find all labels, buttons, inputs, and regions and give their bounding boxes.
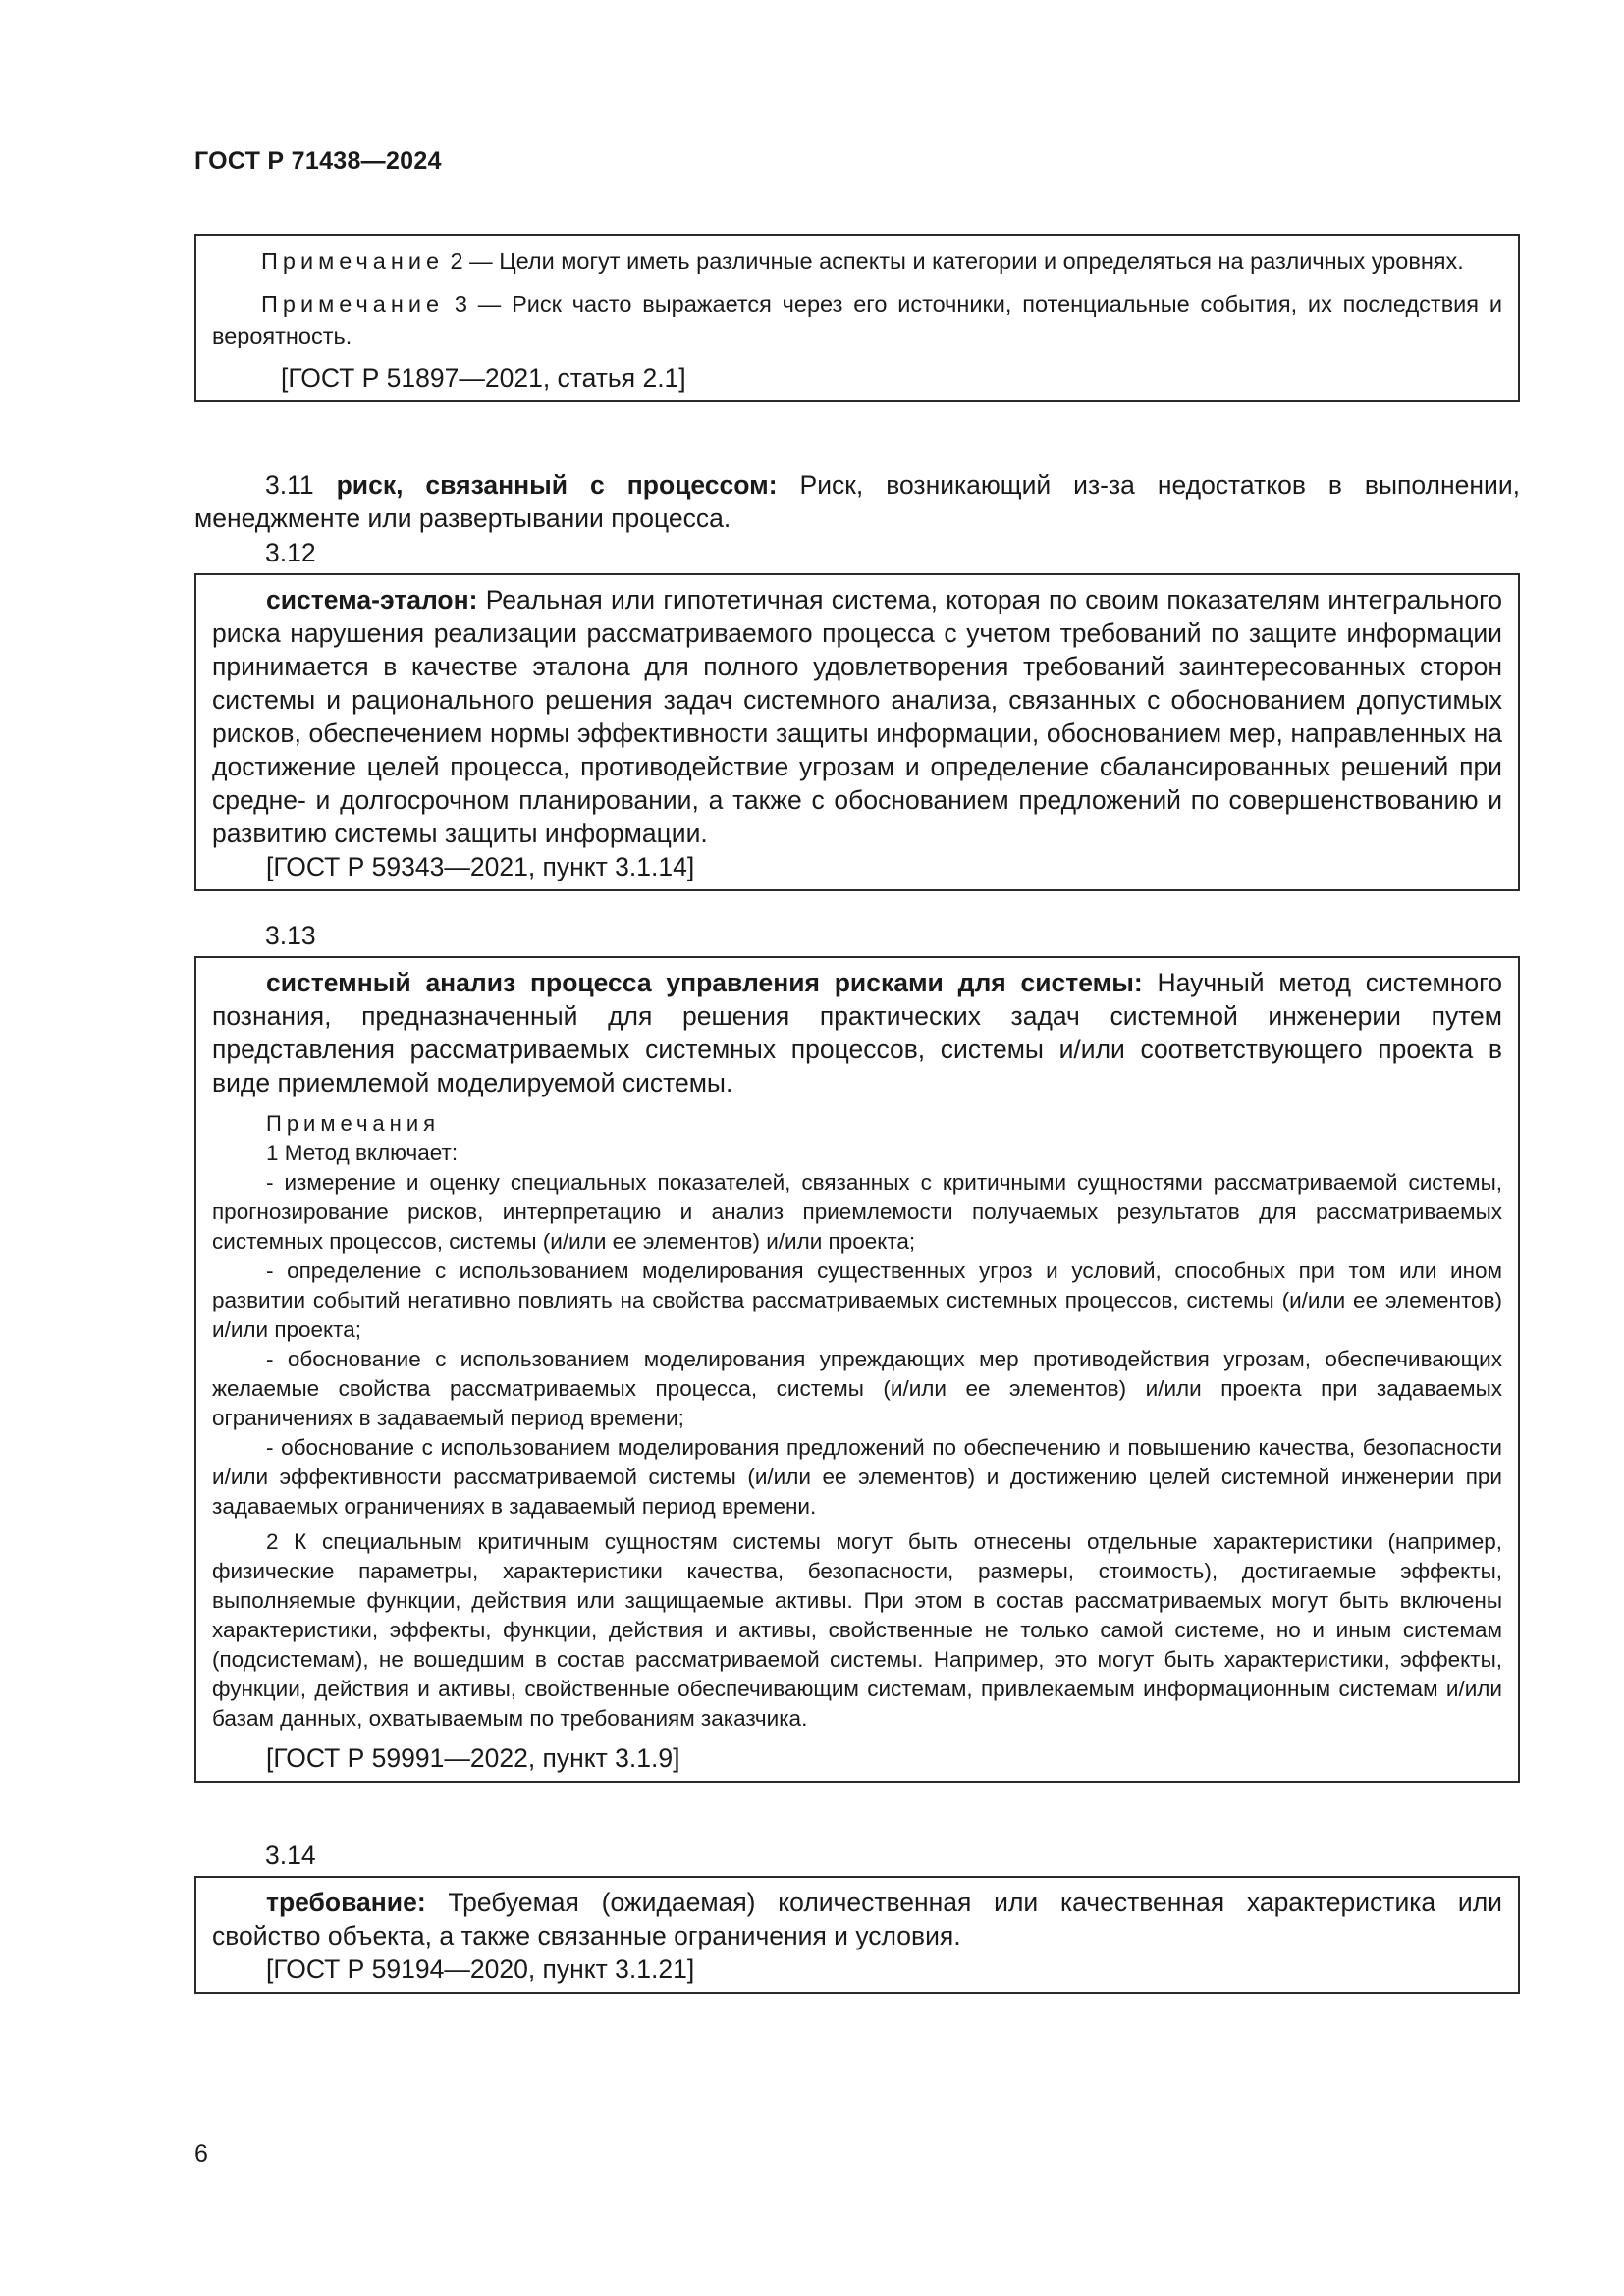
note-2 [212, 245, 1502, 277]
notes-label: Примечания [266, 1111, 441, 1136]
note-1-item: - обоснование с использованием моделирования упреждающих мер противодействия угрозам, обеспечивающих желаемые свойства рассматриваемых процесса, системы (и/или ее элементов) и/или проекта при задаваемых ограничениях в задаваемый период времени; [212, 1347, 1502, 1430]
source-reference: [ГОСТ Р 59343—2021, пункт 3.1.14] [266, 852, 695, 881]
note-1-intro: 1 Метод включает: [266, 1141, 459, 1165]
document-id-header: ГОСТ Р 71438—2024 [194, 147, 442, 175]
notes-box [194, 234, 1520, 402]
note-1-item: - определение с использованием моделирования существенных угроз и условий, способных при том или ином развитии событий негативно повлиять на свойства рассматриваемых системных процессов, системы (и/или ее элементов) и/или проекта; [212, 1258, 1502, 1342]
note-text: 3 — Риск часто выражается через его источники, потенциальные события, их последствия и вероятность. [212, 292, 1502, 348]
term-box-3-13 [194, 956, 1520, 1783]
term-number-3-12: 3.12 [265, 538, 316, 567]
term-definition: Риск, возникающий из-за недостатков в выполнении, менеджменте или развертывании процесса. [194, 470, 1520, 533]
term-box-3-12 [194, 573, 1520, 891]
page-number: 6 [194, 2140, 208, 2167]
term-number-3-14: 3.14 [265, 1841, 316, 1870]
note-2: 2 К специальным критичным сущностям системы могут быть отнесены отдельные характеристики (например, физические параметры, характеристики качества, безопасности, размеры, стоимость), достигаемые эффекты, выполняемые функции, действия или защищаемые активы. При этом в состав рассматриваемых могут быть включены характеристики, эффекты, функции, действия и активы, свойственные не только самой системе, но и иным системам (подсистемам), не вошедшим в состав рассматриваемой системы. Например, это могут быть характеристики, эффекты, функции, действия и активы, свойственные обеспечивающим системам, привлекаемым информационным системам и/или базам данных, охватываемым по требованиям заказчика. [212, 1529, 1502, 1731]
term-number-3-13: 3.13 [265, 921, 316, 950]
source-reference: [ГОСТ Р 59194—2020, пункт 3.1.21] [266, 1954, 695, 1984]
term-definition: Требуемая (ожидаемая) количественная или качественная характеристика или свойство объекта, а также связанные ограничения и условия. [212, 1888, 1502, 1950]
note-label: Примечание [261, 248, 445, 274]
term-title: риск, связанный с процессом: [336, 470, 778, 500]
term-3-11 [194, 468, 1520, 535]
term-definition: Реальная или гипотетичная система, которая по своим показателям интегрального риска нарушения реализации рассматриваемого процесса с учетом требований по защите информации принимается в качестве эталона для полного удовлетворения требований заинтересованных сторон системы и рационального решения задач системного анализа, связанных с обоснованием допустимых рисков, обеспечением нормы эффективности защиты информации, обоснованием мер, направленных на достижение целей процесса, противодействие угрозам и определение сбалансированных решений при средне- и долгосрочном планировании, а также с обоснованием предложений по совершенствованию и развитию системы защиты информации. [212, 585, 1502, 848]
term-title: система-эталон: [266, 585, 478, 614]
term-entry [212, 1886, 1502, 1952]
term-title: системный анализ процесса управления рисками для системы: [266, 968, 1143, 997]
note-1-item: - измерение и оценку специальных показателей, связанных с критичными сущностями рассматриваемой системы, прогнозирование рисков, интерпретацию и анализ приемлемости получаемых результатов для рассматриваемых системных процессов, системы (и/или ее элементов) и/или проекта; [212, 1170, 1502, 1254]
term-entry [212, 966, 1502, 1099]
term-entry [212, 583, 1502, 850]
note-text: 2 — Цели могут иметь различные аспекты и категории и определяться на различных уровнях. [444, 248, 1464, 274]
term-box-3-14 [194, 1876, 1520, 1994]
note-1-item: - обоснование с использованием моделирования предложений по обеспечению и повышению качества, безопасности и/или эффективности рассматриваемой системы (и/или ее элементов) и достижению целей системной инженерии при задаваемых ограничениях в задаваемый период времени. [212, 1435, 1502, 1519]
term-definition: Научный метод системного познания, предназначенный для решения практических задач системной инженерии путем представления рассматриваемых системных процессов, системы и/или соответствующего проекта в виде приемлемой моделируемой системы. [212, 968, 1502, 1097]
note-label: Примечание [261, 292, 445, 317]
source-reference: [ГОСТ Р 59991—2022, пункт 3.1.9] [266, 1743, 680, 1773]
term-title: требование: [266, 1888, 426, 1917]
term-number: 3.11 [265, 470, 314, 500]
note-3 [212, 289, 1502, 351]
source-reference: [ГОСТ Р 51897—2021, статья 2.1] [281, 363, 686, 393]
